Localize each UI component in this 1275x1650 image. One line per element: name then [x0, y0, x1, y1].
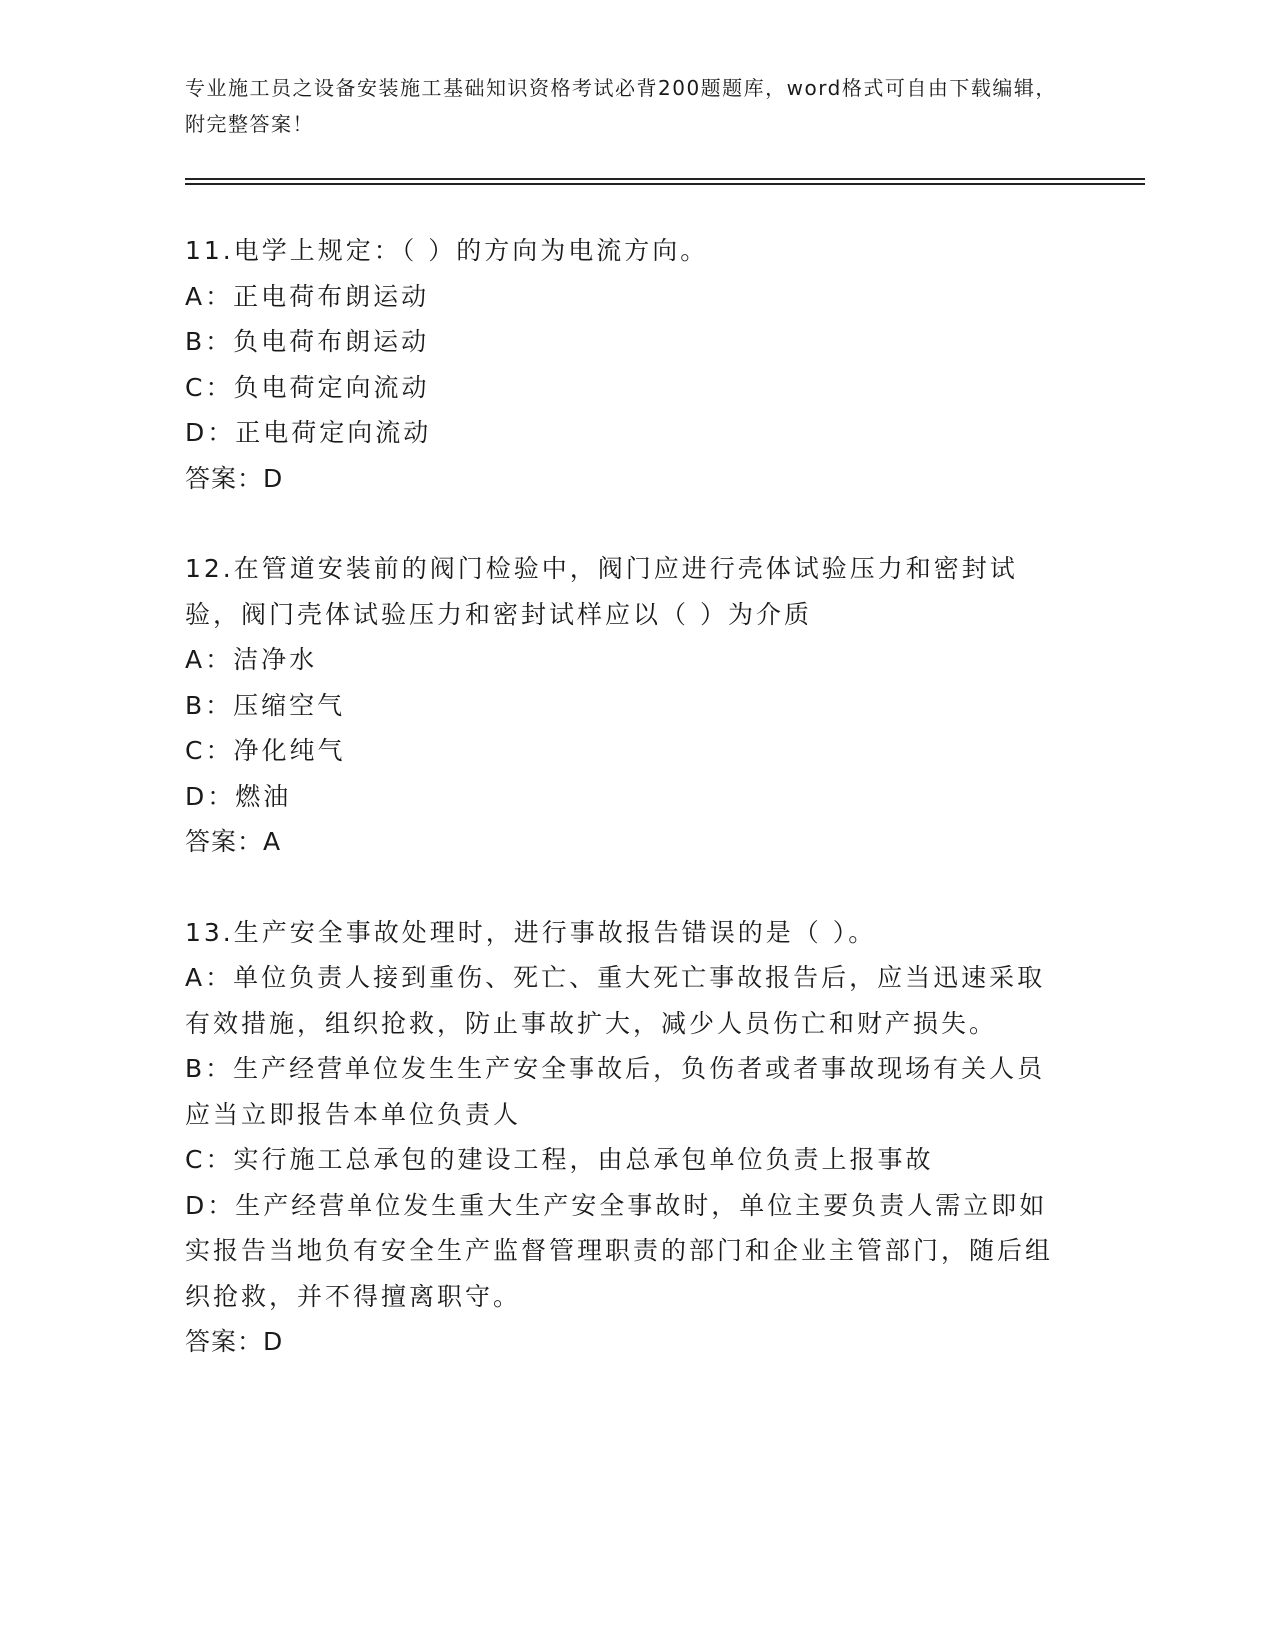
option-a: A：正电荷布朗运动: [185, 281, 430, 311]
option-c: C：净化纯气: [185, 736, 346, 765]
question-text: 12.在管道安装前的阀门检验中，阀门应进行壳体试验压力和密封试验，阀门壳体试验压力和密封试样应以（ ）为介质: [185, 554, 1018, 629]
header-title: 专业施工员之设备安装施工基础知识资格考试必背200题题库，word格式可自由下载编辑，附完整答案！: [185, 76, 1057, 136]
option-c: C：实行施工总承包的建设工程，由总承包单位负责上报事故: [185, 1145, 934, 1174]
option-a: A：单位负责人接到重伤、死亡、重大死亡事故报告后，应当迅速采取有效措施，组织抢救，防止事故扩大，减少人员伤亡和财产损失。: [185, 963, 1046, 1038]
option-d: D：燃油: [185, 781, 292, 811]
question-12: [185, 546, 1065, 865]
header-divider-top: [185, 178, 1145, 180]
option-d: D：生产经营单位发生重大生产安全事故时，单位主要负责人需立即如实报告当地负有安全生产监督管理职责的部门和企业主管部门，随后组织抢救，并不得擅离职守。: [185, 1190, 1054, 1311]
option-a: A：洁净水: [185, 645, 318, 674]
option-b: B：负电荷布朗运动: [185, 327, 430, 356]
question-text: 11.电学上规定：（ ）的方向为电流方向。: [185, 236, 709, 265]
option-d: D：正电荷定向流动: [185, 418, 432, 447]
question-11: [185, 228, 1065, 501]
question-13: [185, 910, 1065, 1365]
header-divider-bottom: [185, 183, 1145, 185]
option-b: B：生产经营单位发生生产安全事故后，负伤者或者事故现场有关人员应当立即报告本单位负责人: [185, 1054, 1046, 1129]
answer-line: 答案：D: [185, 463, 284, 493]
option-b: B：压缩空气: [185, 690, 346, 720]
answer-line: 答案：A: [185, 827, 282, 856]
answer-line: 答案：D: [185, 1327, 284, 1356]
question-text: 13.生产安全事故处理时，进行事故报告错误的是（ ）。: [185, 917, 877, 947]
document-header: [185, 70, 1065, 142]
option-c: C：负电荷定向流动: [185, 372, 430, 402]
question-list: [185, 228, 1065, 1410]
